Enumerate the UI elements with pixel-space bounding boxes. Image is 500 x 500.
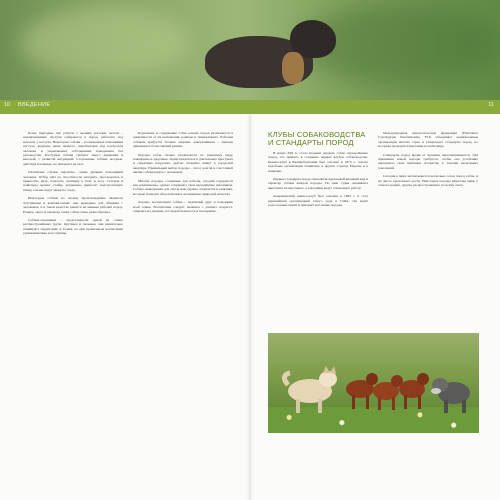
text-column-4 [378, 131, 478, 327]
paragraph: Некоторые собаки по своему происхождению являются спутниками и компаньонами: они выведены для общения с человеком, и в таком качестве ценятся не меньше рабочих пород. Размер, окрас и характер таких собак очень разнообразны. [23, 196, 123, 214]
photo-dogs-meadow [268, 333, 479, 433]
page-number-left: 10 [4, 102, 11, 108]
paragraph: Первые стандарты пород описывали идеальный внешний вид и характер собаки каждой породы. По ним судьи оценивают животных на выставках, а заводчики ведут племенную работу. [268, 177, 368, 190]
section-label: ВВЕДЕНИЕ [18, 102, 51, 108]
dog-figure [399, 373, 429, 409]
paragraph: Стандарты пород время от времени пересматриваются. Для признания новой породы требуется, чтобы она устойчиво передавала свои признаки потомству в течение нескольких поколений. [378, 152, 478, 170]
section-title: КЛУБЫ СОБАКОВОДСТВА И СТАНДАРТЫ ПОРОД [268, 131, 366, 147]
text-column-2 [133, 131, 233, 487]
paragraph: Сегодня в мире насчитывается несколько сотен пород собак, и их число продолжает расти. Некоторые породы известны лишь у себя на родине, другие распространились по всему свету. [378, 174, 478, 188]
paragraph: В конце XIX в. стало модным держать собак определённых пород, что привело к созданию первых клубов собаководства. Кеннел-клуб в Великобритании был основан в 1873 г., вскоре подобные организации появились в других странах Европы и в Америке. [268, 151, 368, 173]
dog-figure [431, 378, 470, 413]
page-number-right: 11 [488, 102, 494, 108]
paragraph: Кормление и содержание собак разных пород различаются в зависимости от их назначения, размера и темперамента. Рабочим собакам требуется больше энергии, декоративным – меньше движения и более мягкий режим. [133, 131, 233, 149]
paragraph: Хорошо воспитанная собака – надёжный друг и помощник всей семьи. Воспитание следует начинать с раннего возраста, опираясь на доверие, последовательность и поощрение. [133, 200, 233, 214]
paragraph: Многие породы, созданные для работы, сегодня содержатся как компаньоны, однако сохраняют свои врождённые инстинкты. Собака, выведенная для охоты или охраны, нуждается в занятиях, которые позволят ей реализовать заложенные природой качества. [133, 178, 233, 196]
text-column-3 [268, 131, 368, 327]
paragraph: Американский кеннел-клуб был основан в 1884 г. и стал крупнейшей организацией такого рода в США. Он ведёт родословные книги и признаёт всё новые породы. [268, 194, 368, 208]
paragraph: Международная кинологическая федерация (Fédération Cynologique Internationale, FCI) объединяет национальные организации многих стран и утверждает стандарты пород, по которым проводятся выставки во всём мире. [378, 131, 478, 149]
paragraph: Собаки-охранники – представители одной из самых распространённых групп. Крупные и сильные, они решительно защищают территорию и хозяев, но при правильном воспитании уравновешенны и послушны. [23, 217, 123, 236]
dog-figure [284, 366, 337, 413]
section-band [0, 100, 500, 114]
paragraph: Охотничьи собаки, вероятно, самые древние помощники человека. Отбор шёл по способности находить, преследовать и приносить дичь, помогать охотнику в поле и лесу. Сеттеры и пойнтеры делают стойку, ретриверы приносят подстреленную птицу, гончие ведут зверя по следу. [23, 170, 123, 192]
page-gutter [247, 114, 253, 500]
header-photo-dog [0, 0, 500, 100]
paragraph: Породы собак сильно различаются по внешнему виду, поведению и здоровью. Одни нуждаются в длительных прогулках и серьёзных нагрузках, другие спокойно живут в городской квартире. Правильный выбор породы – залог долгой и счастливой жизни собаки рядом с человеком. [133, 152, 233, 175]
text-column-1 [23, 131, 123, 487]
paragraph: Более пригодны для работы с мелким рогатым скотом – надзирающими; пастухи собираются в пород, работают под началом у пастуха. Некоторые собаки – полноценные помощники пастуха, ведущие лишь немного, вырабатывая под контролем человека и управляемых собственным поведением без руководства. Пастушьи собаки требуют много движения и высокой, с развитой интуицией. Сторожевые собаки, которые, действуя в команде, не нападают на скот. [23, 131, 123, 166]
